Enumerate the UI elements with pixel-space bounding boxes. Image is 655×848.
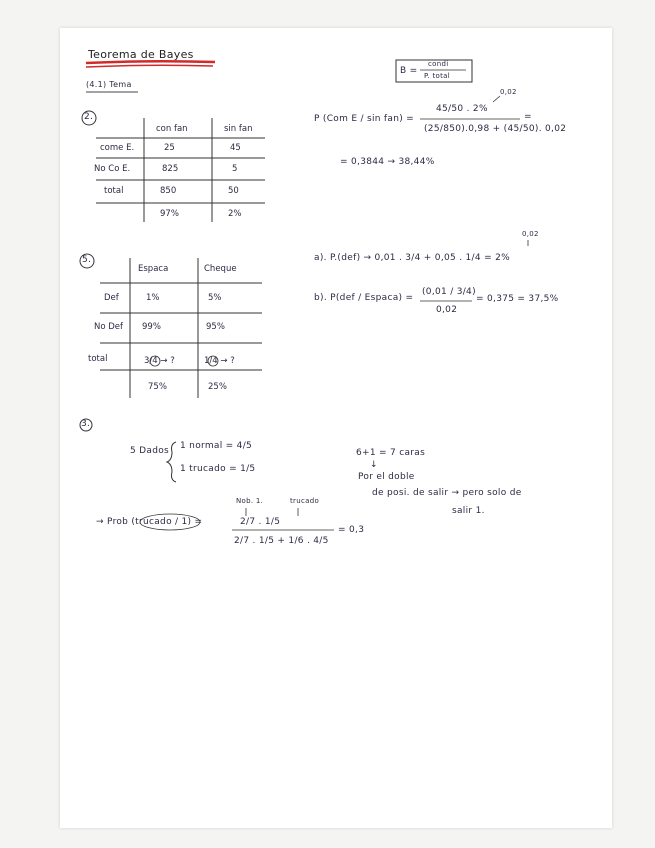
b-lhs: b). P(def / Espaca) = — [314, 293, 414, 303]
t1-header-sin-fan: sin fan — [224, 124, 253, 134]
note2: Por el doble — [358, 472, 415, 482]
b-result: = 0,375 = 37,5% — [476, 294, 559, 304]
a-text: a). P.(def) → 0,01 . 3/4 + 0,05 . 1/4 = 2% — [314, 253, 510, 263]
t1-row1-a: 25 — [164, 143, 175, 153]
formula-bottom: P. total — [424, 72, 450, 80]
note3: de posi. de salir → pero solo de — [372, 488, 522, 498]
t1-percent-a: 97% — [160, 209, 179, 219]
eq1-lhs: P (Com E / sin fan) = — [314, 114, 415, 124]
prob-result: = 0,3 — [338, 525, 365, 535]
t2-row3-label: total — [88, 354, 108, 364]
dados-line2: 1 trucado = 1/5 — [180, 464, 256, 474]
t2-row1-label: Def — [104, 293, 119, 303]
page-title: Teorema de Bayes — [88, 48, 194, 61]
eq1-arrow — [493, 96, 500, 102]
dados-label: 5 Dados — [130, 446, 170, 456]
t1-row1-label: come E. — [100, 143, 135, 153]
t2-row2-label: No Def — [94, 322, 124, 332]
t2-row3-a: 3/4 → ? — [144, 356, 175, 366]
t2-percent-a: 75% — [148, 382, 167, 392]
b-denominator: 0,02 — [436, 305, 458, 315]
t2-header-espaca: Espaca — [138, 264, 169, 274]
t1-row2-label: No Co E. — [94, 164, 131, 174]
b-numerator: (0,01 / 3/4) — [422, 287, 476, 297]
formula-lhs: B = — [400, 66, 418, 76]
prob-denominator: 2/7 . 1/5 + 1/6 . 4/5 — [234, 536, 329, 546]
formula-top: condi — [428, 60, 449, 68]
prob-numerator: 2/7 . 1/5 — [240, 517, 281, 527]
t2-row2-b: 95% — [206, 322, 225, 332]
label-nob: Nob. 1. — [236, 497, 264, 505]
eq1-denominator: (25/850).0,98 + (45/50). 0,02 — [424, 124, 567, 134]
t2-row1-b: 5% — [208, 293, 222, 303]
problem5-number: 5. — [82, 255, 92, 265]
t1-row2-b: 5 — [232, 164, 238, 174]
t1-row3-a: 850 — [160, 186, 177, 196]
t2-row2-a: 99% — [142, 322, 161, 332]
t1-row1-b: 45 — [230, 143, 241, 153]
t2-header-cheque: Cheque — [204, 264, 237, 274]
t2-row3-b: 1/4 → ? — [204, 356, 235, 366]
eq1-note: 0,02 — [500, 88, 517, 96]
t2-percent-b: 25% — [208, 382, 227, 392]
problem2-number: 2. — [84, 112, 94, 122]
dados-line1: 1 normal = 4/5 — [180, 441, 253, 451]
t1-row3-b: 50 — [228, 186, 239, 196]
title-underline-2 — [86, 65, 213, 67]
a-note: 0,02 — [522, 230, 539, 238]
t1-row3-label: total — [104, 186, 124, 196]
note1: 6+1 = 7 caras — [356, 448, 426, 458]
eq1-equals: = — [524, 112, 532, 122]
title-underline — [86, 61, 215, 63]
table2-lines — [100, 258, 262, 398]
eq1-numerator: 45/50 . 2% — [436, 104, 488, 114]
note-arrow: ↓ — [370, 460, 378, 470]
note4: salir 1. — [452, 506, 485, 516]
eq1-result: = 0,3844 → 38,44% — [340, 157, 435, 167]
problem3-number: 3. — [81, 419, 91, 429]
subtitle: (4.1) Tema — [86, 80, 132, 89]
label-trucado: trucado — [290, 497, 320, 505]
prob-lhs: → Prob (trucado / 1) = — [96, 517, 203, 527]
t1-header-con-fan: con fan — [156, 124, 188, 134]
t1-row2-a: 825 — [162, 164, 179, 174]
t1-percent-b: 2% — [228, 209, 242, 219]
t2-row1-a: 1% — [146, 293, 160, 303]
